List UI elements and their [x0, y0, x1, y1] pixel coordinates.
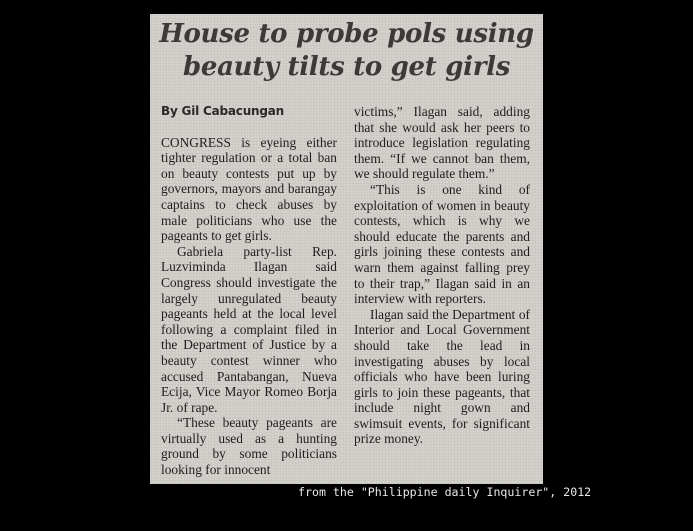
paragraph: Gabriela party-list Rep. Luzviminda Ilagan said Congress should investigate the largely unregulated beauty pageants held at the local level following a complaint filed in the Department of Justice by a beauty contest winner who accused Pantabangan, Nueva Ecija, Vice Mayor Romeo Borja Jr. of rape. [161, 243, 337, 415]
source-caption: from the "Philippine daily Inquirer", 2012 [298, 485, 592, 499]
headline-line-2: beauty tilts to get girls [182, 52, 511, 82]
newspaper-clipping [150, 14, 543, 484]
paragraph: CONGRESS is eyeing either tighter regulation or a total ban on beauty contests put up by governors, mayors and barangay captains to check abuses by male politicians who use the pageants to get girls. [161, 134, 337, 244]
paragraph: “These beauty pageants are virtually used as a hunting ground by some politicians looking for innocent [161, 415, 337, 478]
article-column-left [161, 104, 337, 478]
paragraph: Ilagan said the Department of Interior and Local Government should take the lead in investigating abuses by local officials who have been luring girls to join these pageants, that include night gown and swimsuit events, for significant prize money. [354, 306, 530, 447]
paragraph: “This is one kind of exploitation of women in beauty contests, which is why we should educate the parents and girls joining these contests and warn them against falling prey to their trap,” Ilagan said in an interview with reporters. [354, 181, 530, 307]
article-column-right [354, 104, 530, 447]
article-headline [150, 18, 543, 84]
headline-line-1: House to probe pols using [159, 19, 534, 49]
paragraph: victims,” Ilagan said, adding that she would ask her peers to introduce legislation regulating them. “If we cannot ban them, we should regulate them.” [354, 104, 530, 182]
byline: By Gil Cabacungan [161, 104, 285, 118]
